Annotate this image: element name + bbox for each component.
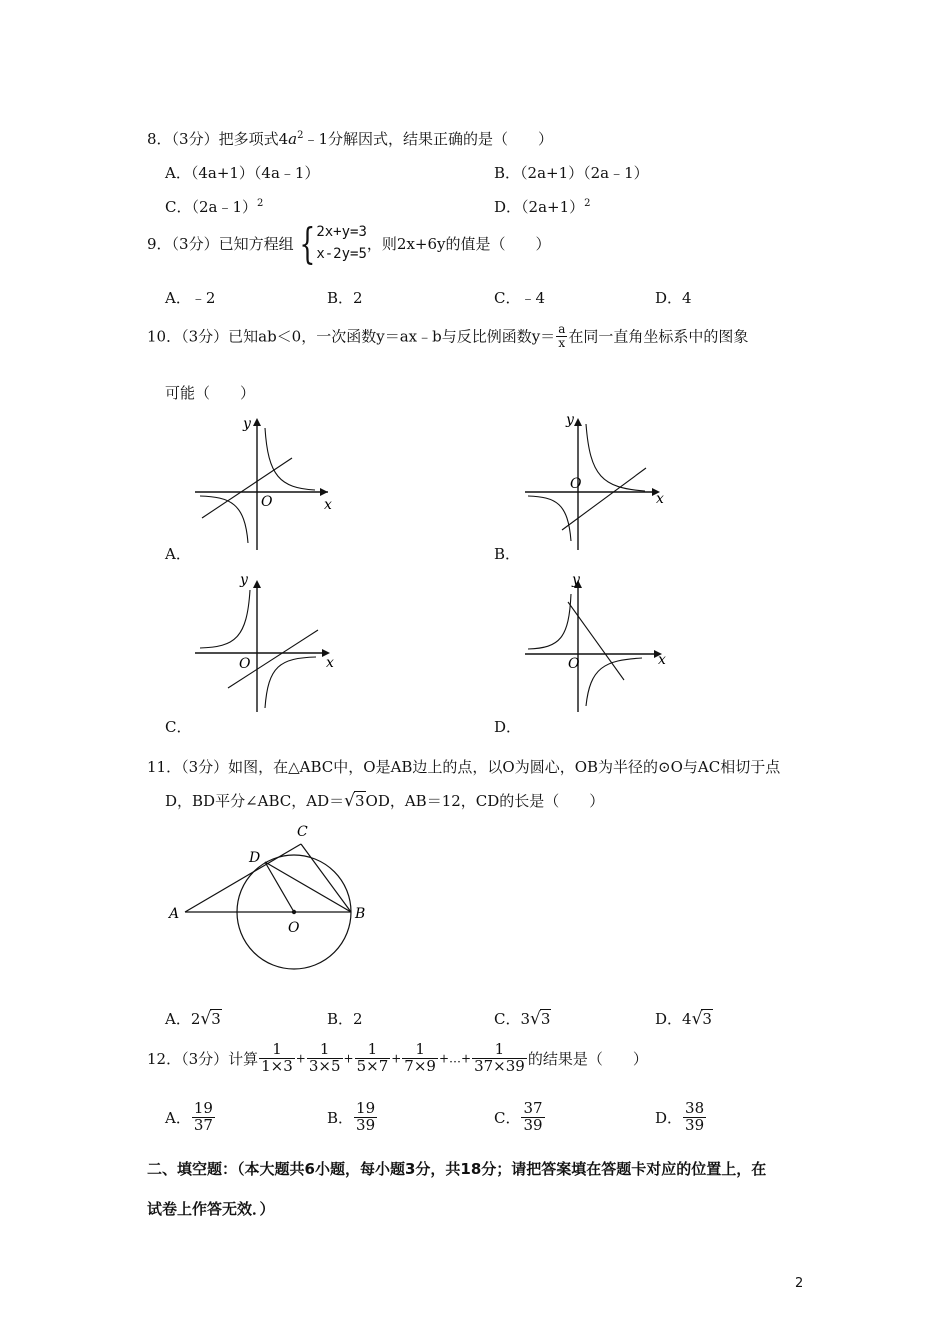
svg-text:D: D (249, 850, 261, 866)
q10-stem-line2: 可能（ ） (165, 384, 256, 402)
svg-text:O: O (261, 494, 273, 510)
q9-stem: 9．（3分）已知方程组 { 2x+y=3 x-2y=5 ，则2x+6y的值是（ ） (147, 218, 551, 268)
q10-graph-a (190, 408, 340, 553)
svg-text:C: C (297, 824, 308, 840)
q12-option-b[interactable]: B． $\frac{19}{39}$ (327, 1099, 376, 1134)
svg-text:O: O (570, 476, 582, 492)
q10-option-a[interactable]: A． (165, 545, 191, 563)
q12-term-1: $\frac{1}{1\times 3}$ (261, 1040, 293, 1075)
svg-text:O: O (239, 656, 251, 672)
svg-text:y: y (572, 572, 580, 588)
svg-text:y: y (240, 572, 248, 588)
q8-option-d[interactable]: D．$(2a+1)^2$ (494, 198, 591, 216)
q12-option-d[interactable]: D． $\frac{38}{39}$ (655, 1099, 705, 1134)
svg-text:x: x (656, 491, 664, 507)
q11-stem-line1: 11．（3分）如图，在△ABC中，O是AB边上的点，以O为圆心，OB为半径的⊙O与AC相切于点 (147, 758, 781, 776)
q9-option-c[interactable]: C．﹣4 (494, 289, 546, 307)
section-heading-fill-in: 二、填空题：（本大题共6小题，每小题3分，共18分；请把答案填在答题卡对应的位置上，在 (147, 1160, 767, 1178)
q10-stem: 10．（3分）已知ab＜0，一次函数y＝ax﹣b与反比例函数y＝ $\frac{a}{x}$ 在同一直角坐标系中的图象 (147, 322, 749, 350)
svg-text:B: B (355, 906, 366, 922)
brace-icon: { (298, 218, 315, 268)
q8-option-b[interactable]: B．（2a+1）（2a﹣1） (494, 164, 649, 182)
svg-text:O: O (288, 920, 300, 936)
q11-option-d[interactable]: D．4√3 (655, 1009, 712, 1029)
q10-option-c[interactable]: C． (165, 718, 192, 736)
q12-term-5: $\frac{1}{37\times 39}$ (474, 1040, 525, 1075)
q11-figure (165, 820, 385, 980)
svg-text:A: A (169, 906, 180, 922)
q10-option-d[interactable]: D． (494, 718, 522, 736)
q12-option-a[interactable]: A． $\frac{19}{37}$ (165, 1099, 213, 1134)
q12-stem: 12．（3分）计算 $\frac{1}{1\times 3}$ + $\frac{1}{3\times 5}$ + $\frac{1}{5\times 7}$ + $\frac{1}{7\times 9}$ +…+ $\frac{1}{37\times 39}$ 的结果是（ ） (147, 1040, 648, 1075)
q10-graph-b (520, 408, 670, 553)
svg-text:y: y (243, 416, 251, 432)
q11-option-c[interactable]: C．3√3 (494, 1009, 551, 1029)
q12-term-4: $\frac{1}{7\times 9}$ (404, 1040, 436, 1075)
equation-system: 2x+y=3 x-2y=5 (316, 224, 367, 262)
q8-option-c[interactable]: C．（2a﹣1）$^2$ (165, 198, 264, 216)
svg-text:O: O (568, 656, 580, 672)
svg-text:x: x (324, 497, 332, 513)
q10-option-b[interactable]: B． (494, 545, 521, 563)
q12-option-c[interactable]: C． $\frac{37}{39}$ (494, 1099, 543, 1134)
q11-option-b[interactable]: B．2 (327, 1010, 363, 1028)
q8-option-a[interactable]: A．（4a+1）（4a﹣1） (165, 164, 320, 182)
section-heading-line2: 试卷上作答无效．） (147, 1200, 275, 1218)
q12-term-2: $\frac{1}{3\times 5}$ (308, 1040, 341, 1075)
q10-graph-d (520, 570, 670, 715)
q11-stem-line2: D，BD平分∠ABC，AD＝√3OD，AB＝12，CD的长是（ ） (165, 791, 605, 811)
q9-option-b[interactable]: B．2 (327, 289, 363, 307)
page-number: 2 (795, 1276, 804, 1291)
svg-text:y: y (566, 412, 574, 428)
q8-stem: 8．（3分）把多项式$4a^2﹣1$分解因式，结果正确的是（ ） (147, 130, 554, 148)
q9-option-d[interactable]: D．4 (655, 289, 692, 307)
svg-text:x: x (658, 652, 666, 668)
q12-term-3: $\frac{1}{5\times 7}$ (356, 1040, 389, 1075)
q10-graph-c (190, 570, 340, 715)
svg-text:x: x (326, 655, 334, 671)
q9-option-a[interactable]: A．﹣2 (165, 289, 216, 307)
q11-option-a[interactable]: A．2√3 (165, 1009, 221, 1029)
